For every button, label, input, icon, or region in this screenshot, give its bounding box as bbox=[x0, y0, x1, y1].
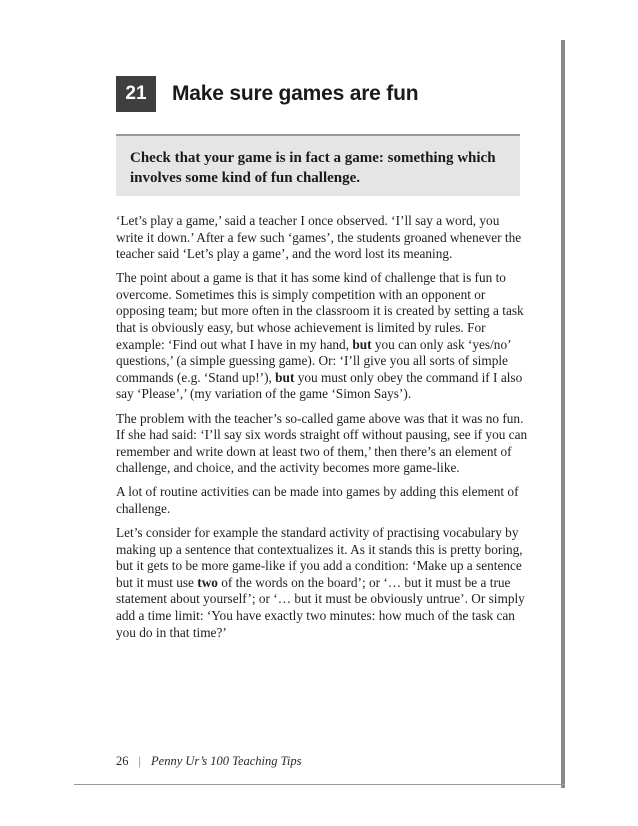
page-number: 26 bbox=[116, 754, 129, 768]
paragraph-2 bbox=[116, 270, 528, 403]
paragraph-1: ‘Let’s play a game,’ said a teacher I once observed. ‘I’ll say a word, you write it down.’ After a few such ‘games’, the students groaned whenever the teacher said ‘Let’s play a game’, and the word lost its meaning. bbox=[116, 213, 522, 262]
p2-emphasis-but-1: but bbox=[352, 336, 372, 352]
tip-header bbox=[116, 76, 418, 112]
tip-summary-box bbox=[116, 134, 520, 196]
p5-emphasis-two: two bbox=[197, 574, 218, 590]
p5-text-c: of the words on the board’; or ‘… but it must be a true statement about yourself’; or ‘… but it must be obviously untrue’. Or simply add a time limit: ‘You have exactly two minutes: how much of the task can you do in that time?’ bbox=[116, 574, 525, 640]
p5-text-a: Let’s consider for example the standard activity of practising vocabulary by making up a sentence that contextualizes it. As it stands this is pretty boring, but it gets to be more game-like if you add a condition: ‘Make up a sentence but it must use bbox=[116, 525, 523, 590]
paragraph-3: The problem with the teacher’s so-called game above was that it was no fun. If she had said: ‘I’ll say six words straight off without pausing, see if you can remember and write down at least two of them,’ then there’s an element of challenge, and choice, and the activity becomes more game-like. bbox=[116, 410, 528, 476]
page-edge-rule bbox=[561, 40, 565, 788]
book-title: Penny Ur’s 100 Teaching Tips bbox=[151, 754, 302, 768]
footer-separator: | bbox=[138, 754, 142, 768]
p2-emphasis-but-2: but bbox=[275, 369, 295, 385]
p2-text-c: you can only ask ‘yes/no’ questions,’ (a simple guessing game). Or: ‘I’ll give you all sorts of simple commands (e.g. ‘Stand up!’), bbox=[116, 336, 511, 385]
tip-title: Make sure games are fun bbox=[172, 82, 419, 105]
tip-summary: Check that your game is in fact a game: something which involves some kind of fun challenge. bbox=[130, 150, 496, 186]
p2-text-a: The point about a game is that it has some kind of challenge that is fun to overcome. Sometimes this is simply competition with an opponent or opposing team; but more often in the classroom it is created by setting a task that is obviously easy, but whose achievement is limited by rules. For example: ‘Find out what I have in my hand, bbox=[116, 270, 524, 352]
paragraph-5 bbox=[116, 525, 528, 641]
footer-rule bbox=[74, 784, 565, 785]
body-text bbox=[116, 213, 528, 649]
p2-text-e: you must only obey the command if I also say ‘Please’,’ (my variation of the game ‘Simon Says’). bbox=[116, 369, 523, 402]
tip-number-badge: 21 bbox=[116, 76, 156, 112]
paragraph-4: A lot of routine activities can be made into games by adding this element of challenge. bbox=[116, 484, 519, 516]
page-footer bbox=[116, 754, 302, 769]
